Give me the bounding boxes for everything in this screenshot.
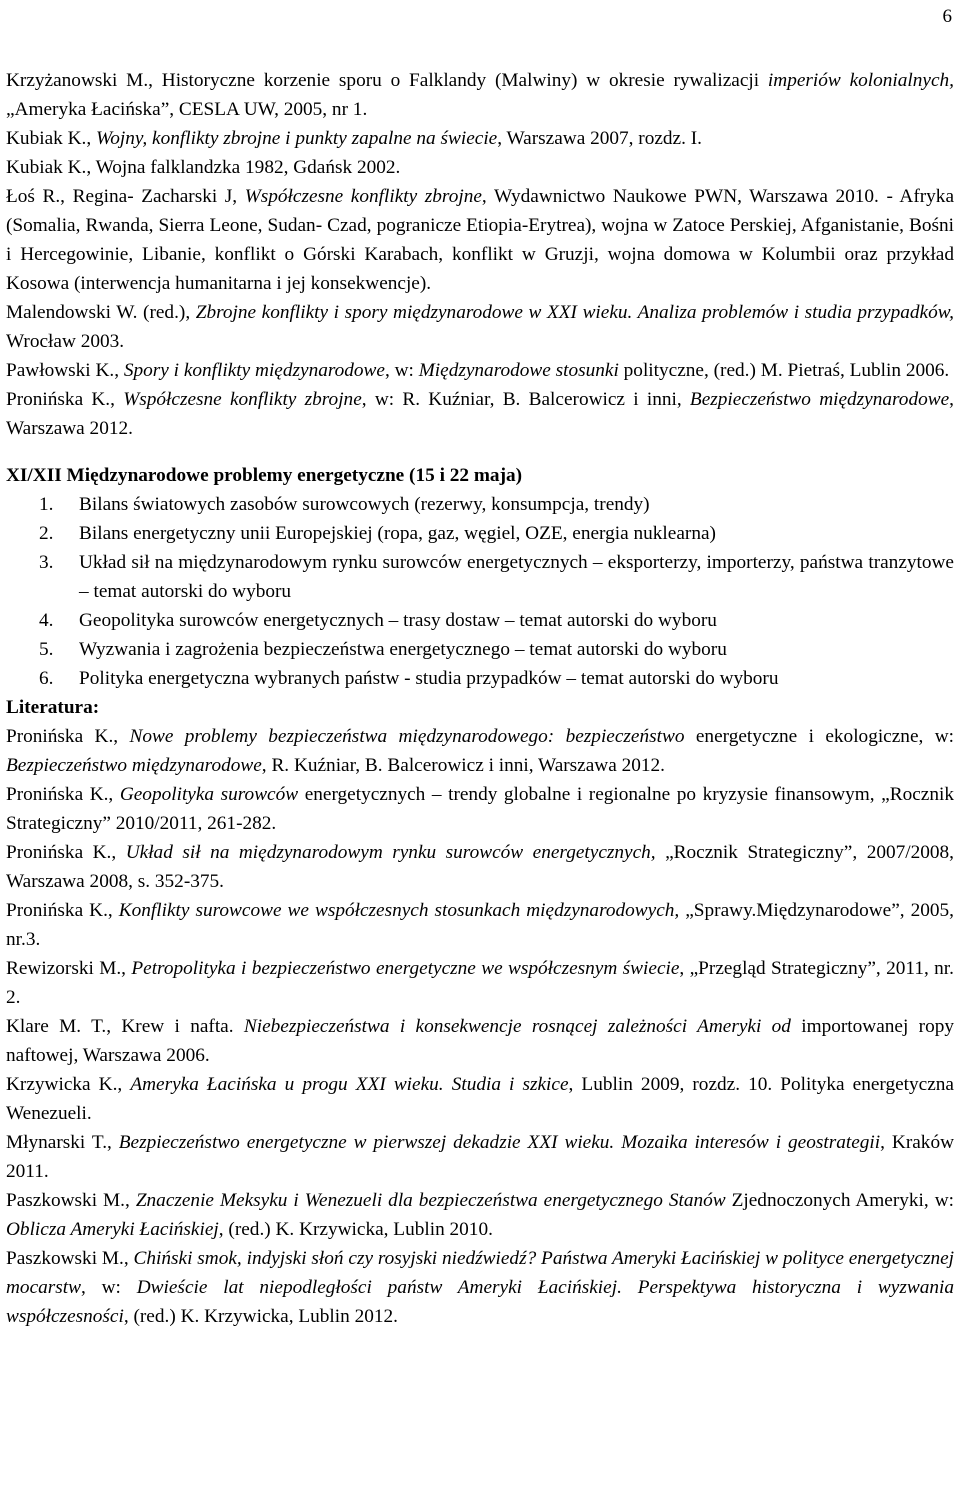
entry-title: Dwieście lat niepodległości państw Ameryki Łacińskiej. Perspektywa historyczna i wyzwania współczesności (6, 1277, 954, 1327)
entry-title: Znaczenie Meksyku i Wenezueli dla bezpieczeństwa energetycznego Stanów (135, 1190, 726, 1211)
entry-text: Łoś R., Regina- Zacharski J, (6, 186, 245, 207)
topic-number: 1. (39, 494, 54, 515)
entry-title: Ameryka Łacińska u progu XXI wieku. Studia i szkice (130, 1074, 569, 1095)
bibliography-entry (6, 838, 954, 896)
entry-text: , Wydawnictwo Naukowe PWN, Warszawa 2010. - Afryka (Somalia, Rwanda, Sierra Leone, Sudan- Czad, pogranicze Etiopia-Erytrea), wojna w Zatoce Perskiej, Afganistanie, Bośni i Hercegowinie, Libanie, konflikt o Górski Karabach, konflikt w Gruzji, wojna domowa w Kolumbii oraz przykład Kosowa (interwencja humanitarna i jej konsekwencje). (6, 186, 954, 294)
topic-text: Układ sił na międzynarodowym rynku surowców energetycznych – eksporterzy, importerzy, państwa tranzytowe – temat autorski do wyboru (79, 552, 954, 602)
entry-text: Pronińska K., (6, 389, 124, 410)
bibliography-top (6, 66, 954, 443)
bibliography-entry (6, 1012, 954, 1070)
bibliography-entry (6, 385, 954, 443)
bibliography-literature (6, 722, 954, 1331)
entry-text: , R. Kuźniar, B. Balcerowicz i inni, Warszawa 2012. (261, 755, 665, 776)
entry-text: importowanej ropy naftowej, Warszawa 2006. (6, 1016, 954, 1066)
topic-text: Geopolityka surowców energetycznych – trasy dostaw – temat autorski do wyboru (79, 610, 717, 631)
entry-title: Nowe problemy bezpieczeństwa międzynarodowego: bezpieczeństwo (129, 726, 685, 747)
entry-text: , w: (81, 1277, 137, 1298)
topic-number: 5. (39, 639, 54, 660)
entry-text: Pronińska K., (6, 900, 119, 921)
bibliography-entry (6, 356, 954, 385)
topic-list (6, 490, 954, 693)
topic-item (6, 635, 954, 664)
entry-text: Rewizorski M., (6, 958, 132, 979)
topic-number: 2. (39, 523, 54, 544)
entry-title: Bezpieczeństwo międzynarodowe (689, 389, 950, 410)
entry-text: Krzywicka K., (6, 1074, 131, 1095)
topic-item (6, 519, 954, 548)
entry-title: Bezpieczeństwo międzynarodowe (6, 755, 262, 776)
topic-number: 3. (39, 552, 54, 573)
entry-title: Spory i konflikty międzynarodowe (123, 360, 385, 381)
topic-item (6, 490, 954, 519)
entry-text: , w: R. Kuźniar, B. Balcerowicz i inni, (361, 389, 690, 410)
entry-text: Krzyżanowski M., Historyczne korzenie sporu o Falklandy (Malwiny) w okresie rywalizacji (6, 70, 768, 91)
topic-item (6, 606, 954, 635)
entry-title: Chiński smok, indyjski słoń czy rosyjski niedźwiedź? Państwa Ameryki Łacińskiej w polityce energetycznej mocarstw (6, 1248, 954, 1298)
section-heading: XI/XII Międzynarodowe problemy energetyczne (15 i 22 maja) (6, 465, 523, 486)
entry-text: , Warszawa 2012. (6, 389, 954, 439)
topic-item (6, 548, 954, 606)
entry-text: Pronińska K., (6, 842, 126, 863)
bibliography-entry (6, 298, 954, 356)
topic-number: 4. (39, 610, 54, 631)
bibliography-entry (6, 954, 954, 1012)
entry-text: energetycznych – trendy globalne i regionalne po kryzysie finansowym, „Rocznik Strategiczny” 2010/2011, 261-282. (6, 784, 954, 834)
topic-text: Bilans energetyczny unii Europejskiej (ropa, gaz, węgiel, OZE, energia nuklearna) (79, 523, 716, 544)
entry-title: Zbrojne konflikty i spory międzynarodowe w XXI wieku. Analiza problemów i studia przypadków, (195, 302, 954, 323)
entry-text: , (red.) K. Krzywicka, Lublin 2010. (218, 1219, 493, 1240)
entry-text: , Lublin 2009, rozdz. 10. Polityka energetyczna Wenezueli. (6, 1074, 954, 1124)
entry-text: Pawłowski K., (6, 360, 124, 381)
bibliography-entry (6, 1070, 954, 1128)
topic-text: Wyzwania i zagrożenia bezpieczeństwa energetycznego – temat autorski do wyboru (79, 639, 727, 660)
bibliography-entry (6, 124, 954, 153)
page-number: 6 (942, 6, 952, 27)
entry-text: polityczne, (red.) M. Pietraś, Lublin 2006. (618, 360, 950, 381)
bibliography-entry (6, 66, 954, 124)
entry-text: Paszkowski M., (6, 1248, 134, 1269)
topic-number: 6. (39, 668, 54, 689)
entry-title: Oblicza Ameryki Łacińskiej (6, 1219, 219, 1240)
entry-title: Współczesne konflikty zbrojne (123, 389, 362, 410)
entry-title: Niebezpieczeństwa i konsekwencje rosnącej zależności Ameryki od (243, 1016, 791, 1037)
entry-text: Pronińska K., (6, 726, 130, 747)
entry-text: , Warszawa 2007, rozdz. I. (497, 128, 702, 149)
topic-text: Bilans światowych zasobów surowcowych (rezerwy, konsumpcja, trendy) (79, 494, 650, 515)
entry-title: Konflikty surowcowe we współczesnych stosunkach międzynarodowych, (118, 900, 680, 921)
bibliography-entry (6, 780, 954, 838)
entry-text: , w: (384, 360, 419, 381)
entry-text: energetyczne i ekologiczne, w: (684, 726, 954, 747)
entry-text: Młynarski T., (6, 1132, 119, 1153)
entry-text: Pronińska K., (6, 784, 120, 805)
entry-text: , Kraków 2011. (6, 1132, 955, 1182)
entry-title: Międzynarodowe stosunki (418, 360, 619, 381)
bibliography-entry (6, 1244, 954, 1331)
entry-text: Klare M. T., Krew i nafta. (6, 1016, 244, 1037)
entry-title: Geopolityka surowców (119, 784, 299, 805)
entry-text: Wrocław 2003. (6, 331, 125, 352)
entry-text: Paszkowski M., (6, 1190, 136, 1211)
entry-text: Kubiak K., Wojna falklandzka 1982, Gdańsk 2002. (6, 157, 401, 178)
entry-text: „Sprawy.Międzynarodowe”, 2005, nr.3. (6, 900, 954, 950)
entry-title: Bezpieczeństwo energetyczne w pierwszej dekadzie XXI wieku. Mozaika interesów i geostrategii (118, 1132, 881, 1153)
bibliography-entry (6, 1186, 954, 1244)
entry-text: Kubiak K., (6, 128, 96, 149)
entry-title: Współczesne konflikty zbrojne (244, 186, 482, 207)
entry-text: , (red.) K. Krzywicka, Lublin 2012. (123, 1306, 398, 1327)
topic-text: Polityka energetyczna wybranych państw - studia przypadków – temat autorski do wyboru (79, 668, 779, 689)
entry-text: Zjednoczonych Ameryki, w: (725, 1190, 954, 1211)
bibliography-entry (6, 722, 954, 780)
entry-title: Wojny, konflikty zbrojne i punkty zapalne na świecie (95, 128, 498, 149)
bibliography-entry (6, 182, 954, 298)
entry-title: imperiów kolonialnych, (767, 70, 954, 91)
entry-text: Malendowski W. (red.), (6, 302, 196, 323)
entry-text: „Ameryka Łacińska”, CESLA UW, 2005, nr 1. (6, 99, 368, 120)
literature-heading: Literatura: (6, 697, 100, 718)
bibliography-entry (6, 896, 954, 954)
topic-item (6, 664, 954, 693)
entry-text: , „Przegląd Strategiczny”, 2011, nr. 2. (6, 958, 954, 1008)
entry-title: Układ sił na międzynarodowym rynku surowców energetycznych, (125, 842, 656, 863)
bibliography-entry (6, 153, 954, 182)
bibliography-entry (6, 1128, 954, 1186)
entry-text: „Rocznik Strategiczny”, 2007/2008, Warszawa 2008, s. 352-375. (6, 842, 954, 892)
entry-title: Petropolityka i bezpieczeństwo energetyczne we współczesnym świecie (131, 958, 680, 979)
